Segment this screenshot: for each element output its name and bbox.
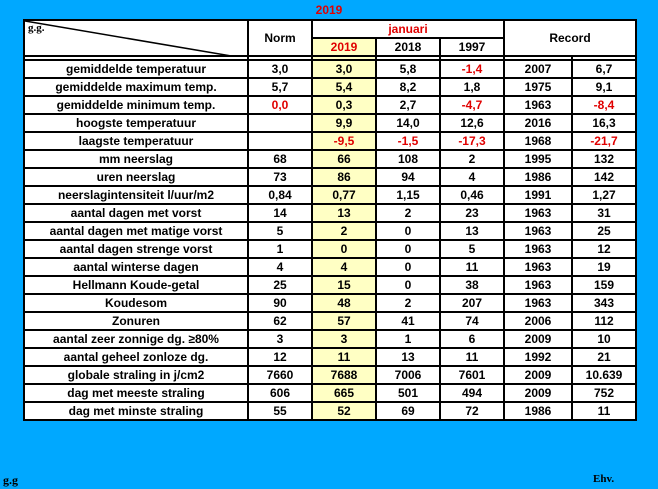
record-year: 1963 — [504, 96, 572, 114]
record-value: 10 — [572, 330, 636, 348]
value-2019: 15 — [312, 276, 376, 294]
value-2019: 48 — [312, 294, 376, 312]
row-label: Zonuren — [24, 312, 248, 330]
row-label: aantal geheel zonloze dg. — [24, 348, 248, 366]
norm-value: 7660 — [248, 366, 312, 384]
value-1997: 11 — [440, 348, 504, 366]
record-value: 31 — [572, 204, 636, 222]
record-value: 343 — [572, 294, 636, 312]
row-label: Koudesom — [24, 294, 248, 312]
record-value: 142 — [572, 168, 636, 186]
value-2018: 0 — [376, 222, 440, 240]
value-2018: 14,0 — [376, 114, 440, 132]
record-year: 2016 — [504, 114, 572, 132]
record-year: 1963 — [504, 258, 572, 276]
value-1997: 494 — [440, 384, 504, 402]
value-2019: 4 — [312, 258, 376, 276]
norm-value: 4 — [248, 258, 312, 276]
month-header: januari — [312, 20, 504, 38]
value-2018: 69 — [376, 402, 440, 420]
row-label: dag met minste straling — [24, 402, 248, 420]
row-label: Hellmann Koude-getal — [24, 276, 248, 294]
record-value: 11 — [572, 402, 636, 420]
value-1997: 4 — [440, 168, 504, 186]
value-1997: 1,8 — [440, 78, 504, 96]
record-year: 1986 — [504, 402, 572, 420]
norm-value: 90 — [248, 294, 312, 312]
norm-value: 73 — [248, 168, 312, 186]
norm-value: 3,0 — [248, 60, 312, 78]
value-2018: 8,2 — [376, 78, 440, 96]
value-1997: -4,7 — [440, 96, 504, 114]
record-year: 1991 — [504, 186, 572, 204]
record-value: -21,7 — [572, 132, 636, 150]
value-2019: 57 — [312, 312, 376, 330]
value-1997: 72 — [440, 402, 504, 420]
value-2018: 501 — [376, 384, 440, 402]
norm-value: 1 — [248, 240, 312, 258]
table-row — [24, 384, 636, 402]
value-2019: 86 — [312, 168, 376, 186]
table-row — [24, 132, 636, 150]
record-year: 1963 — [504, 222, 572, 240]
value-2019: 3,0 — [312, 60, 376, 78]
value-2018: 1 — [376, 330, 440, 348]
value-2018: 0 — [376, 276, 440, 294]
value-2018: 1,15 — [376, 186, 440, 204]
footer-right: Ehv. — [593, 473, 615, 485]
value-2018: 94 — [376, 168, 440, 186]
value-2019: 665 — [312, 384, 376, 402]
norm-value: 62 — [248, 312, 312, 330]
table-row — [24, 168, 636, 186]
value-1997: 2 — [440, 150, 504, 168]
value-2019: 52 — [312, 402, 376, 420]
record-year: 1992 — [504, 348, 572, 366]
table-row — [24, 402, 636, 420]
record-year: 1963 — [504, 276, 572, 294]
record-value: 6,7 — [572, 60, 636, 78]
record-value: 21 — [572, 348, 636, 366]
row-label: laagste temperatuur — [24, 132, 248, 150]
norm-value: 0,0 — [248, 96, 312, 114]
record-value: 132 — [572, 150, 636, 168]
record-value: 12 — [572, 240, 636, 258]
table-row — [24, 240, 636, 258]
norm-value: 5 — [248, 222, 312, 240]
row-label: aantal dagen strenge vorst — [24, 240, 248, 258]
record-year: 1968 — [504, 132, 572, 150]
value-2018: 2 — [376, 294, 440, 312]
value-1997: -1,4 — [440, 60, 504, 78]
norm-value: 14 — [248, 204, 312, 222]
table-row — [24, 78, 636, 96]
value-1997: -17,3 — [440, 132, 504, 150]
value-2019: 9,9 — [312, 114, 376, 132]
record-value: 19 — [572, 258, 636, 276]
value-2018: 2,7 — [376, 96, 440, 114]
value-2018: 2 — [376, 204, 440, 222]
norm-value: 606 — [248, 384, 312, 402]
norm-value: 68 — [248, 150, 312, 168]
table-row — [24, 312, 636, 330]
row-label: neerslagintensiteit l/uur/m2 — [24, 186, 248, 204]
value-2019: 66 — [312, 150, 376, 168]
value-2018: 13 — [376, 348, 440, 366]
norm-value: 55 — [248, 402, 312, 420]
value-2019: 7688 — [312, 366, 376, 384]
table-row — [24, 276, 636, 294]
table-row — [24, 204, 636, 222]
record-year: 1986 — [504, 168, 572, 186]
norm-value: 12 — [248, 348, 312, 366]
row-label: hoogste temperatuur — [24, 114, 248, 132]
row-label: uren neerslag — [24, 168, 248, 186]
value-2019: 5,4 — [312, 78, 376, 96]
value-2019: 0 — [312, 240, 376, 258]
value-2018: 0 — [376, 240, 440, 258]
table-row — [24, 258, 636, 276]
row-label: aantal dagen met matige vorst — [24, 222, 248, 240]
row-label: mm neerslag — [24, 150, 248, 168]
value-2018: -1,5 — [376, 132, 440, 150]
table-row — [24, 222, 636, 240]
value-1997: 74 — [440, 312, 504, 330]
record-year: 2007 — [504, 60, 572, 78]
row-label: aantal winterse dagen — [24, 258, 248, 276]
row-label: globale straling in j/cm2 — [24, 366, 248, 384]
record-year: 1975 — [504, 78, 572, 96]
title-year: 2019 — [315, 3, 343, 17]
header-row-1 — [24, 20, 636, 38]
table-row — [24, 114, 636, 132]
table-row — [24, 96, 636, 114]
record-value: 9,1 — [572, 78, 636, 96]
value-1997: 23 — [440, 204, 504, 222]
record-value: 159 — [572, 276, 636, 294]
norm-header: Norm — [248, 20, 312, 56]
value-1997: 0,46 — [440, 186, 504, 204]
year-header-1997: 1997 — [440, 38, 504, 56]
year-header-2019: 2019 — [312, 38, 376, 56]
record-year: 1963 — [504, 204, 572, 222]
record-year: 2009 — [504, 384, 572, 402]
value-2019: 0,77 — [312, 186, 376, 204]
value-2018: 0 — [376, 258, 440, 276]
value-2018: 7006 — [376, 366, 440, 384]
value-1997: 5 — [440, 240, 504, 258]
record-year: 2009 — [504, 330, 572, 348]
value-2019: 2 — [312, 222, 376, 240]
table-row — [24, 366, 636, 384]
record-year: 2006 — [504, 312, 572, 330]
corner-label: g.g. — [28, 22, 45, 34]
table-row — [24, 60, 636, 78]
value-1997: 12,6 — [440, 114, 504, 132]
footer-left: g.g — [3, 473, 18, 487]
table-row — [24, 330, 636, 348]
table-row — [24, 186, 636, 204]
value-1997: 38 — [440, 276, 504, 294]
value-2018: 41 — [376, 312, 440, 330]
value-2019: 3 — [312, 330, 376, 348]
record-year: 1995 — [504, 150, 572, 168]
record-value: -8,4 — [572, 96, 636, 114]
norm-value: 0,84 — [248, 186, 312, 204]
row-label: gemiddelde maximum temp. — [24, 78, 248, 96]
record-year: 2009 — [504, 366, 572, 384]
year-header-2018: 2018 — [376, 38, 440, 56]
row-label: gemiddelde minimum temp. — [24, 96, 248, 114]
value-2019: 11 — [312, 348, 376, 366]
value-2019: -9,5 — [312, 132, 376, 150]
record-value: 10.639 — [572, 366, 636, 384]
diagonal-line — [25, 21, 248, 56]
record-header: Record — [504, 20, 636, 56]
row-label: dag met meeste straling — [24, 384, 248, 402]
corner-cell — [24, 20, 248, 56]
record-year: 1963 — [504, 294, 572, 312]
value-1997: 6 — [440, 330, 504, 348]
table-row — [24, 294, 636, 312]
value-1997: 11 — [440, 258, 504, 276]
table-row — [24, 150, 636, 168]
value-1997: 7601 — [440, 366, 504, 384]
norm-value: 5,7 — [248, 78, 312, 96]
norm-value: 3 — [248, 330, 312, 348]
record-value: 25 — [572, 222, 636, 240]
value-2019: 0,3 — [312, 96, 376, 114]
norm-value — [248, 114, 312, 132]
value-1997: 207 — [440, 294, 504, 312]
record-value: 1,27 — [572, 186, 636, 204]
value-2018: 5,8 — [376, 60, 440, 78]
row-label: gemiddelde temperatuur — [24, 60, 248, 78]
norm-value — [248, 132, 312, 150]
value-2019: 13 — [312, 204, 376, 222]
record-value: 112 — [572, 312, 636, 330]
value-1997: 13 — [440, 222, 504, 240]
record-year: 1963 — [504, 240, 572, 258]
record-value: 752 — [572, 384, 636, 402]
row-label: aantal dagen met vorst — [24, 204, 248, 222]
record-value: 16,3 — [572, 114, 636, 132]
value-2018: 108 — [376, 150, 440, 168]
table-row — [24, 348, 636, 366]
row-label: aantal zeer zonnige dg. ≥80% — [24, 330, 248, 348]
climate-table — [23, 19, 637, 421]
norm-value: 25 — [248, 276, 312, 294]
